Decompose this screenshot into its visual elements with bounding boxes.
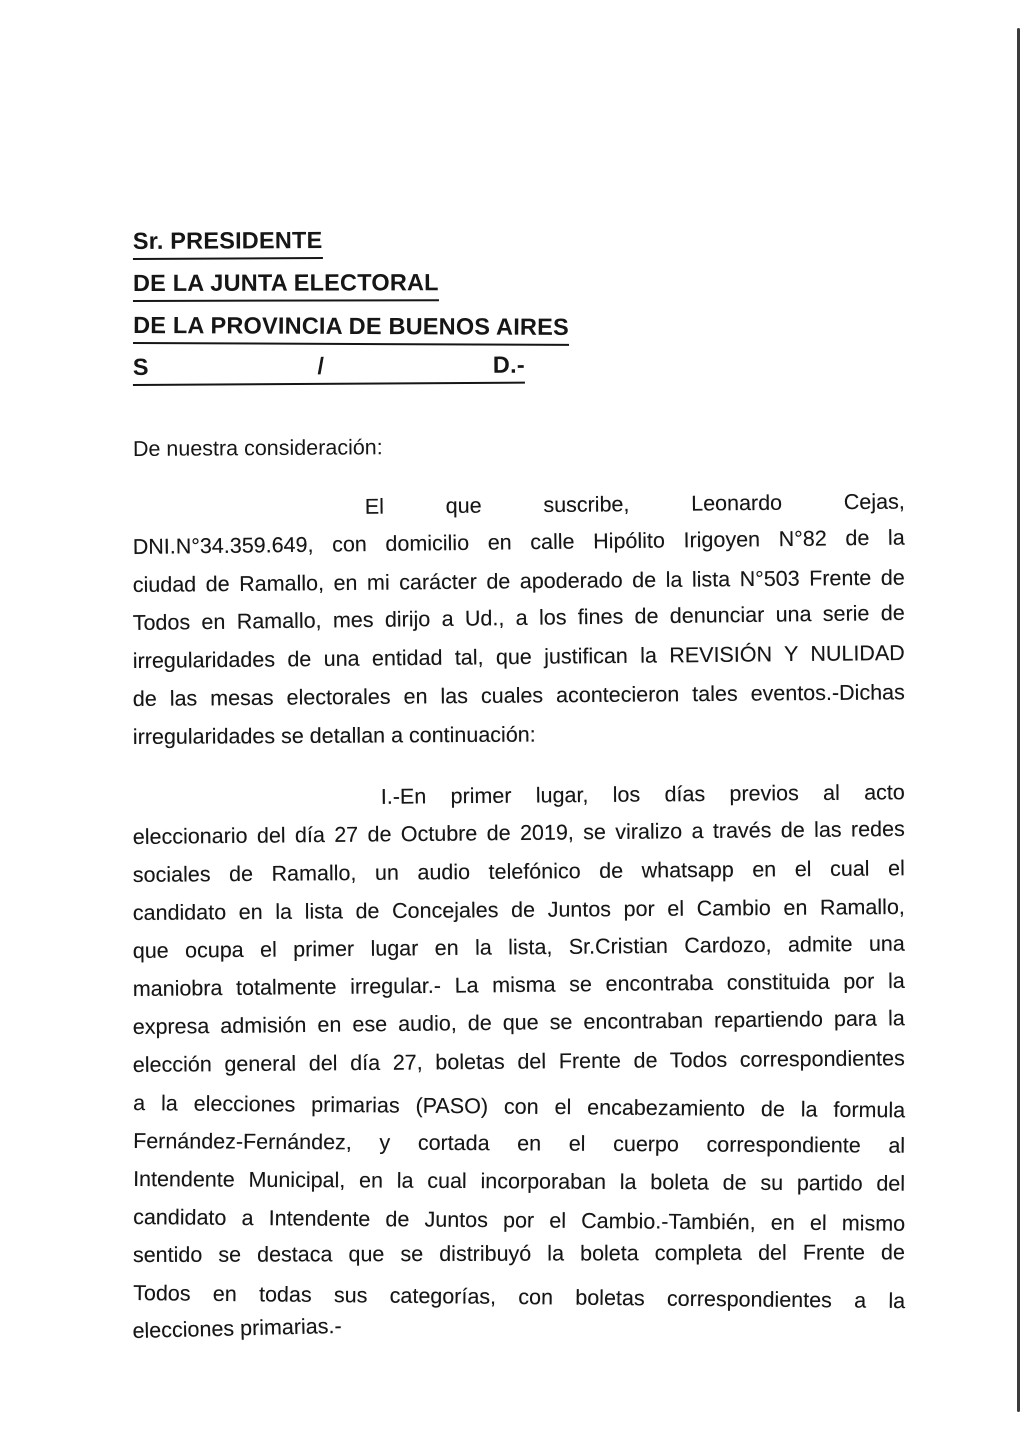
recipient-line-text: DE LA PROVINCIA DE BUENOS AIRES <box>133 310 569 346</box>
document-text-line: I.-En primer lugar, los días previos al acto <box>380 780 905 809</box>
salutation-line <box>133 349 693 394</box>
salutation-row <box>133 350 525 386</box>
document-text-line: Fernández-Fernández, y cortada en el cuerpo correspondiente al <box>133 1129 906 1158</box>
salutation-d: D.- <box>492 351 525 378</box>
greeting-line: De nuestra consideración: <box>132 435 383 462</box>
document-text-line: DNI.N°34.359.649, con domicilio en calle Hipólito Irigoyen N°82 de la <box>132 525 905 560</box>
scan-edge-artifact <box>1017 28 1020 1412</box>
document-text-line: expresa admisión en ese audio, de que se encontraban repartiendo para la <box>132 1006 905 1040</box>
document-text-line: ciudad de Ramallo, en mi carácter de apoderado de la lista N°503 Frente de <box>132 565 905 598</box>
recipient-line <box>133 310 693 354</box>
document-text-line: candidato a Intendente de Juntos por el Cambio.-También, en el mismo <box>133 1205 906 1236</box>
document-text-line: Intendente Municipal, en la cual incorporaban la boleta de su partido del <box>133 1167 906 1196</box>
document-text-line: Todos en todas sus categorías, con boletas correspondientes a la <box>133 1281 906 1314</box>
document-text-line: de las mesas electorales en las cuales acontecieron tales eventos.-Dichas <box>132 680 905 712</box>
recipient-line-text: Sr. PRESIDENTE <box>133 225 323 260</box>
paragraph-introduction <box>133 490 905 756</box>
recipient-line <box>133 223 693 268</box>
document-text-line: irregularidades se detallan a continuación: <box>132 722 536 750</box>
document-text-line: Todos en Ramallo, mes dirijo a Ud., a los fines de denunciar una serie de <box>132 600 905 636</box>
document-text-line: El que suscribe, Leonardo Cejas, <box>364 489 905 519</box>
document-text-line: elecciones primarias.- <box>132 1313 342 1344</box>
salutation-slash: / <box>317 352 325 379</box>
document-text-line: irregularidades de una entidad tal, que justifican la REVISIÓN Y NULIDAD <box>132 640 905 674</box>
document-text-line: candidato en la lista de Concejales de Juntos por el Cambio en Ramallo, <box>132 894 905 926</box>
recipient-line-text: DE LA JUNTA ELECTORAL <box>133 267 439 302</box>
recipient-header <box>133 226 693 394</box>
recipient-line <box>133 267 693 310</box>
document-text-line: sociales de Ramallo, un audio telefónico de whatsapp en el cual el <box>132 856 905 888</box>
document-text-line: que ocupa el primer lugar en la lista, Sr.Cristian Cardozo, admite una <box>132 931 905 964</box>
document-text-line: elección general del día 27, boletas del Frente de Todos correspondientes <box>132 1046 905 1078</box>
document-text-line: maniobra totalmente irregular.- La misma se encontraba constituida por la <box>132 968 905 1002</box>
document-text-line: eleccionario del día 27 de Octubre de 2019, se viralizo a través de las redes <box>132 816 905 850</box>
paragraph-first-complaint <box>133 780 905 1350</box>
document-text-line: sentido se destaca que se distribuyó la boleta completa del Frente de <box>132 1240 905 1267</box>
salutation-s: S <box>132 353 149 381</box>
document-text-line: a la elecciones primarias (PASO) con el encabezamiento de la formula <box>133 1091 906 1123</box>
